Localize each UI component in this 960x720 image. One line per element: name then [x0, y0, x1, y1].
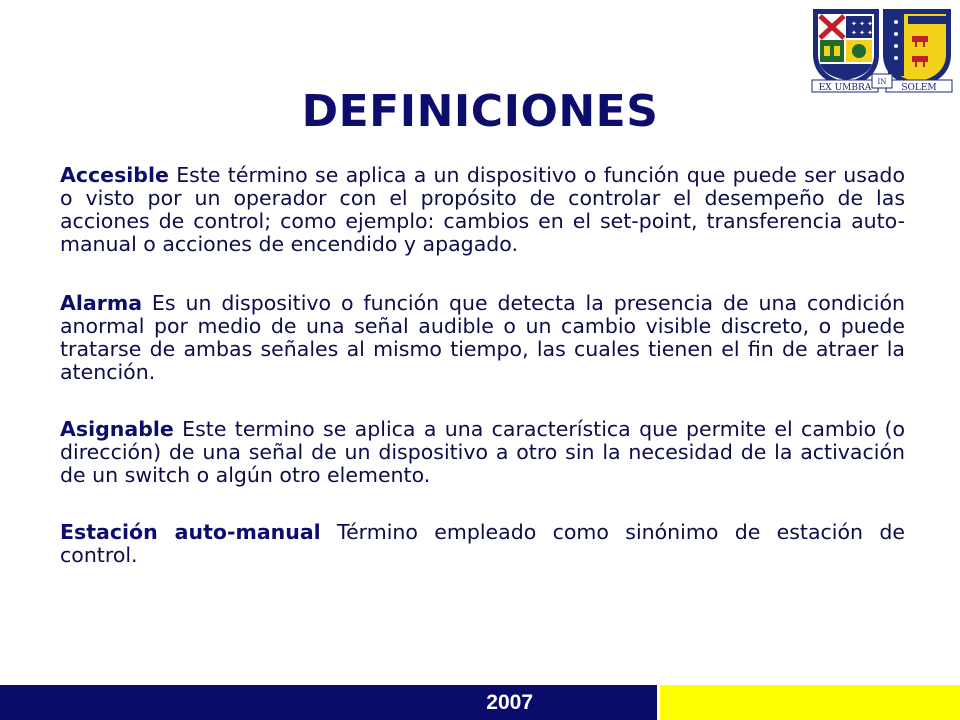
footer-bar-navy [0, 685, 657, 720]
footer-bar-yellow [660, 685, 960, 720]
definition-term: Alarma [60, 291, 143, 315]
definition-alarma [60, 292, 905, 384]
svg-text:✦ ✦ ✦: ✦ ✦ ✦ [851, 29, 874, 37]
definition-term: Accesible [60, 163, 169, 187]
definition-term: Estación auto-manual [60, 520, 321, 544]
left-shield [814, 10, 878, 86]
motto-center-text: IN [877, 78, 887, 86]
definition-accesible [60, 164, 905, 256]
university-coat-of-arms-logo [808, 6, 956, 98]
motto-left-text: EX UMBRA [818, 83, 872, 93]
right-shield [884, 10, 950, 86]
definition-asignable [60, 418, 905, 487]
footer-year: 2007 [486, 691, 533, 714]
definition-term: Asignable [60, 417, 174, 441]
svg-text:✦ ✦ ✦: ✦ ✦ ✦ [851, 20, 874, 28]
definition-text: Este termino se aplica a una característica que permite el cambio (o dirección) de una señal de un dispositivo a otro sin la necesidad de la activación de un switch o algún otro elemento. [60, 417, 905, 487]
motto-right-text: SOLEM [901, 83, 937, 93]
definitions-list [60, 164, 905, 567]
definition-text: Este término se aplica a un dispositivo o función que puede ser usado o visto por un operador con el propósito de controlar el desempeño de las acciones de control; como ejemplo: cambios en el set-point, transferencia auto-manual o acciones de encendido y apagado. [60, 163, 905, 256]
definition-text: Término empleado como sinónimo de estación de control. [60, 520, 905, 567]
definition-estacion-auto-manual [60, 521, 905, 567]
definition-text: Es un dispositivo o función que detecta la presencia de una condición anormal por medio de una señal audible o un cambio visible discreto, o puede tratarse de ambas señales al mismo tiempo, las cuales tienen el fin de atraer la atención. [60, 291, 905, 384]
slide-title: DEFINICIONES [301, 86, 659, 137]
